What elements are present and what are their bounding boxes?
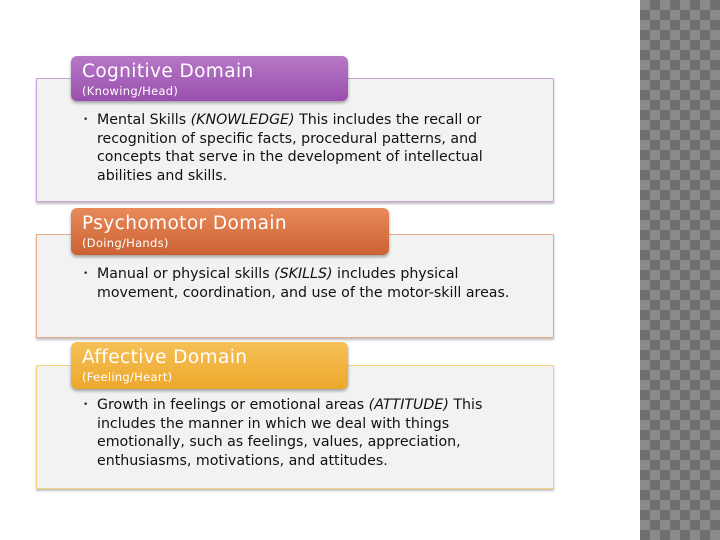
psychomotor-emphasis: (SKILLS) <box>274 266 333 282</box>
cognitive-domain-title: Cognitive Domain <box>82 61 254 82</box>
affective-domain-subtitle: (Feeling/Heart) <box>82 370 173 384</box>
affective-domain-title: Affective Domain <box>82 347 248 368</box>
cognitive-domain-description: • Mental Skills (KNOWLEDGE) This includes the recall or recognition of specific facts, procedural patterns, and concepts that serve in the development of intellectual abilities and skills. <box>83 112 483 184</box>
affective-domain-description: • Growth in feelings or emotional areas (ATTITUDE) This includes the manner in which we deal with things emotionally, such as feelings, values, appreciation, enthusiasms, motivations, and attitudes. <box>83 397 483 469</box>
cognitive-domain-header <box>71 56 348 101</box>
decorative-pattern-stripe <box>640 0 720 540</box>
psychomotor-domain-header <box>71 208 389 255</box>
bullet-icon: • <box>83 269 89 279</box>
psychomotor-domain-title: Psychomotor Domain <box>82 213 288 234</box>
psychomotor-domain-subtitle: (Doing/Hands) <box>82 236 169 250</box>
cognitive-domain-subtitle: (Knowing/Head) <box>82 84 179 98</box>
cognitive-emphasis: (KNOWLEDGE) <box>190 112 295 128</box>
bullet-icon: • <box>83 400 89 410</box>
bullet-icon: • <box>83 115 89 125</box>
affective-emphasis: (ATTITUDE) <box>368 397 449 413</box>
affective-domain-header <box>71 342 348 389</box>
psychomotor-domain-description: • Manual or physical skills (SKILLS) includes physical movement, coordination, and use of the motor-skill areas. <box>83 266 510 301</box>
